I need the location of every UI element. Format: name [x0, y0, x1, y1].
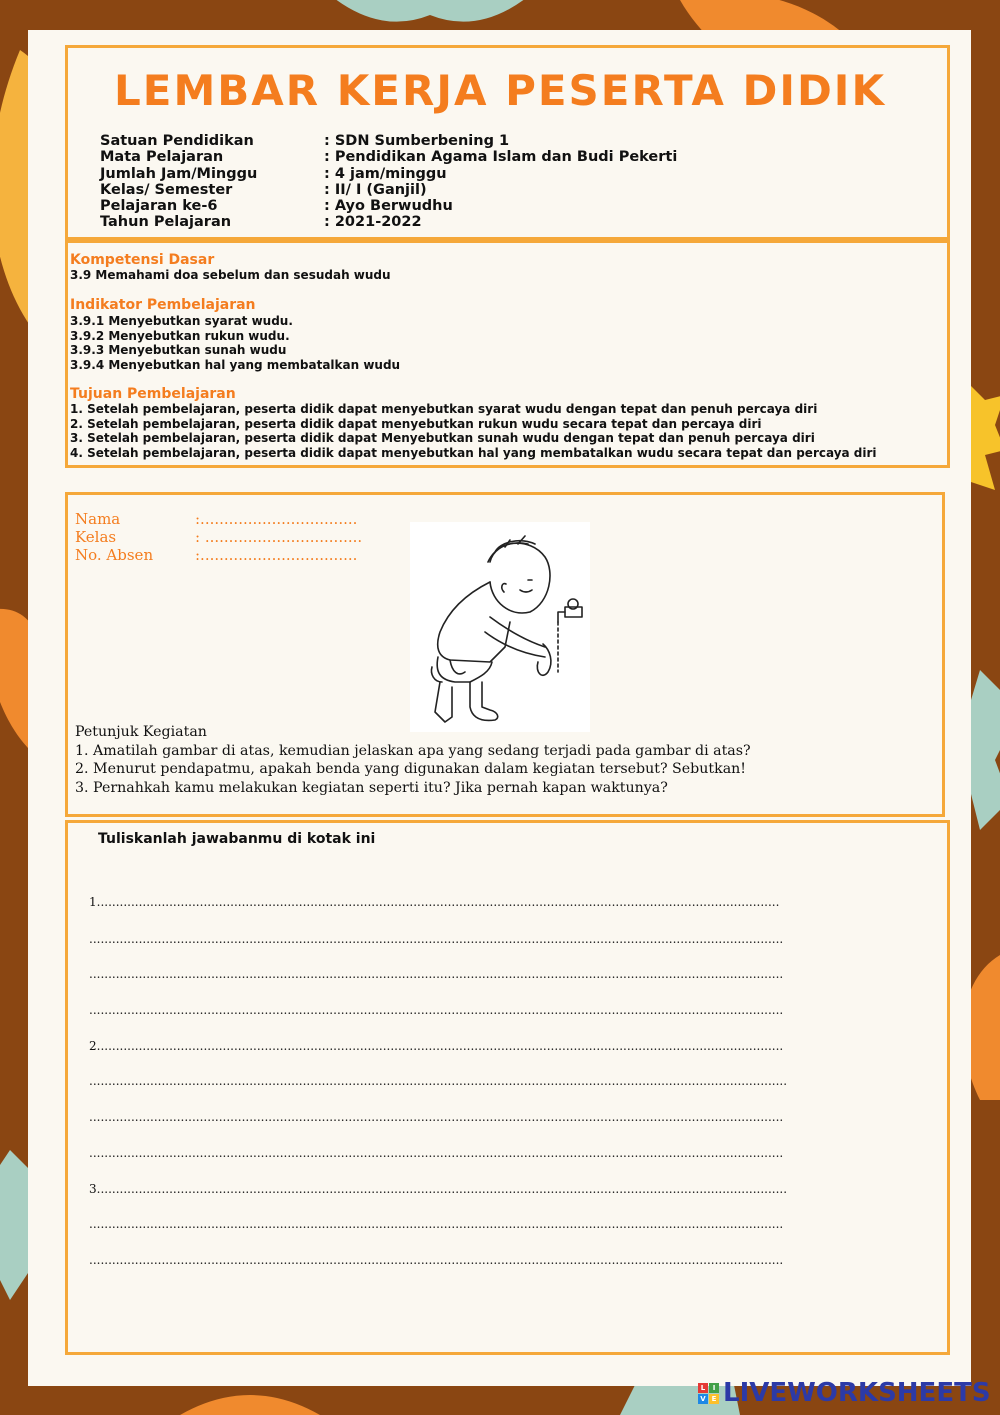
- logo-letter: V: [698, 1394, 708, 1404]
- kompetensi-item: 3.9 Memahami doa sebelum dan sesudah wudu: [70, 268, 391, 282]
- tujuan-item: 1. Setelah pembelajaran, peserta didik dapat menyebutkan syarat wudu dengan tepat dan penuh percaya diri: [70, 402, 818, 416]
- indikator-item: 3.9.3 Menyebutkan sunah wudu: [70, 343, 287, 357]
- info-label: Jumlah Jam/Minggu: [100, 165, 258, 182]
- name-field[interactable]: :.................................: [195, 510, 358, 528]
- info-row: [100, 133, 677, 149]
- info-value: : 4 jam/minggu: [324, 165, 447, 182]
- info-value: : II/ I (Ganjil): [324, 181, 427, 198]
- indikator-item: 3.9.1 Menyebutkan syarat wudu.: [70, 314, 293, 328]
- info-label: Kelas/ Semester: [100, 181, 233, 198]
- answer-line-2[interactable]: 2....................................................................................................................................................................................: [89, 1039, 784, 1053]
- answer-line[interactable]: ......................................................................................................................................................................................: [89, 1003, 784, 1017]
- info-label: Pelajaran ke-6: [100, 198, 218, 215]
- answer-line[interactable]: .......................................................................................................................................................................................: [89, 1074, 788, 1088]
- student-identity: [75, 510, 362, 564]
- answer-line[interactable]: ......................................................................................................................................................................................: [89, 967, 784, 981]
- info-label: Mata Pelajaran: [100, 149, 224, 166]
- logo-letter: E: [709, 1394, 719, 1404]
- tujuan-item: 3. Setelah pembelajaran, peserta didik dapat Menyebutkan sunah wudu dengan tepat dan penuh percaya diri: [70, 431, 815, 445]
- decorative-leaf-bottom-orange: [180, 1385, 320, 1415]
- answer-line[interactable]: ......................................................................................................................................................................................: [89, 1253, 784, 1267]
- indikator-item: 3.9.4 Menyebutkan hal yang membatalkan wudu: [70, 357, 401, 372]
- watermark-text: LIVEWORKSHEETS: [723, 1378, 991, 1408]
- info-value: : Pendidikan Agama Islam dan Budi Pekerti: [324, 149, 678, 166]
- absent-number-field[interactable]: :.................................: [195, 546, 358, 564]
- instruction-item: 3. Pernahkah kamu melakukan kegiatan seperti itu? Jika pernah kapan waktunya?: [75, 779, 668, 796]
- info-row: [100, 149, 677, 165]
- indikator-list: [70, 314, 400, 372]
- answer-line-1[interactable]: 1...................................................................................................................................................................................: [89, 895, 780, 909]
- info-value: : Ayo Berwudhu: [324, 198, 453, 215]
- answer-line-3[interactable]: 3.....................................................................................................................................................................................: [89, 1182, 788, 1196]
- indikator-heading: Indikator Pembelajaran: [70, 297, 256, 313]
- tujuan-heading: Tujuan Pembelajaran: [70, 386, 236, 402]
- answer-line[interactable]: ......................................................................................................................................................................................: [89, 1217, 784, 1231]
- page-title: LEMBAR KERJA PESERTA DIDIK: [114, 66, 886, 115]
- info-row: [100, 214, 677, 230]
- answer-heading: Tuliskanlah jawabanmu di kotak ini: [98, 831, 376, 847]
- tujuan-item: 4. Setelah pembelajaran, peserta didik dapat menyebutkan hal yang membatalkan wudu secara tepat dan percaya diri: [70, 445, 877, 460]
- boy-washing-hands-illustration: [410, 522, 590, 732]
- identity-row: [75, 546, 362, 564]
- identity-label: Nama: [75, 510, 121, 528]
- answer-line[interactable]: ......................................................................................................................................................................................: [89, 1146, 784, 1160]
- logo-letter: L: [698, 1383, 708, 1393]
- info-row: [100, 182, 677, 198]
- info-row: [100, 166, 677, 182]
- info-label: Tahun Pelajaran: [100, 214, 232, 231]
- identity-label: Kelas: [75, 528, 117, 546]
- instruction-item: 1. Amatilah gambar di atas, kemudian jelaskan apa yang sedang terjadi pada gambar di atas?: [75, 742, 751, 759]
- info-value: : SDN Sumberbening 1: [324, 133, 510, 149]
- kompetensi-heading: Kompetensi Dasar: [70, 252, 215, 268]
- identity-label: No. Absen: [75, 546, 154, 564]
- tujuan-item: 2. Setelah pembelajaran, peserta didik dapat menyebutkan rukun wudu secara tepat dan percaya diri: [70, 416, 762, 431]
- instructions-heading: Petunjuk Kegiatan: [75, 724, 207, 740]
- identity-row: [75, 510, 362, 528]
- instruction-item: 2. Menurut pendapatmu, apakah benda yang digunakan dalam kegiatan tersebut? Sebutkan!: [75, 761, 746, 777]
- answer-line[interactable]: ......................................................................................................................................................................................: [89, 1110, 784, 1124]
- identity-row: [75, 528, 362, 546]
- liveworksheets-icon: [698, 1383, 719, 1404]
- info-label: Satuan Pendidikan: [100, 133, 254, 149]
- kompetensi-list: [70, 268, 391, 283]
- answer-line[interactable]: ......................................................................................................................................................................................: [89, 932, 784, 946]
- class-field[interactable]: : .................................: [195, 528, 363, 546]
- indikator-item: 3.9.2 Menyebutkan rukun wudu.: [70, 328, 290, 343]
- info-row: [100, 198, 677, 214]
- info-value: : 2021-2022: [324, 214, 422, 231]
- activity-instructions: [75, 723, 751, 797]
- tujuan-list: [70, 402, 877, 460]
- logo-letter: I: [709, 1383, 719, 1393]
- liveworksheets-logo: [698, 1378, 991, 1408]
- info-table: [100, 133, 677, 231]
